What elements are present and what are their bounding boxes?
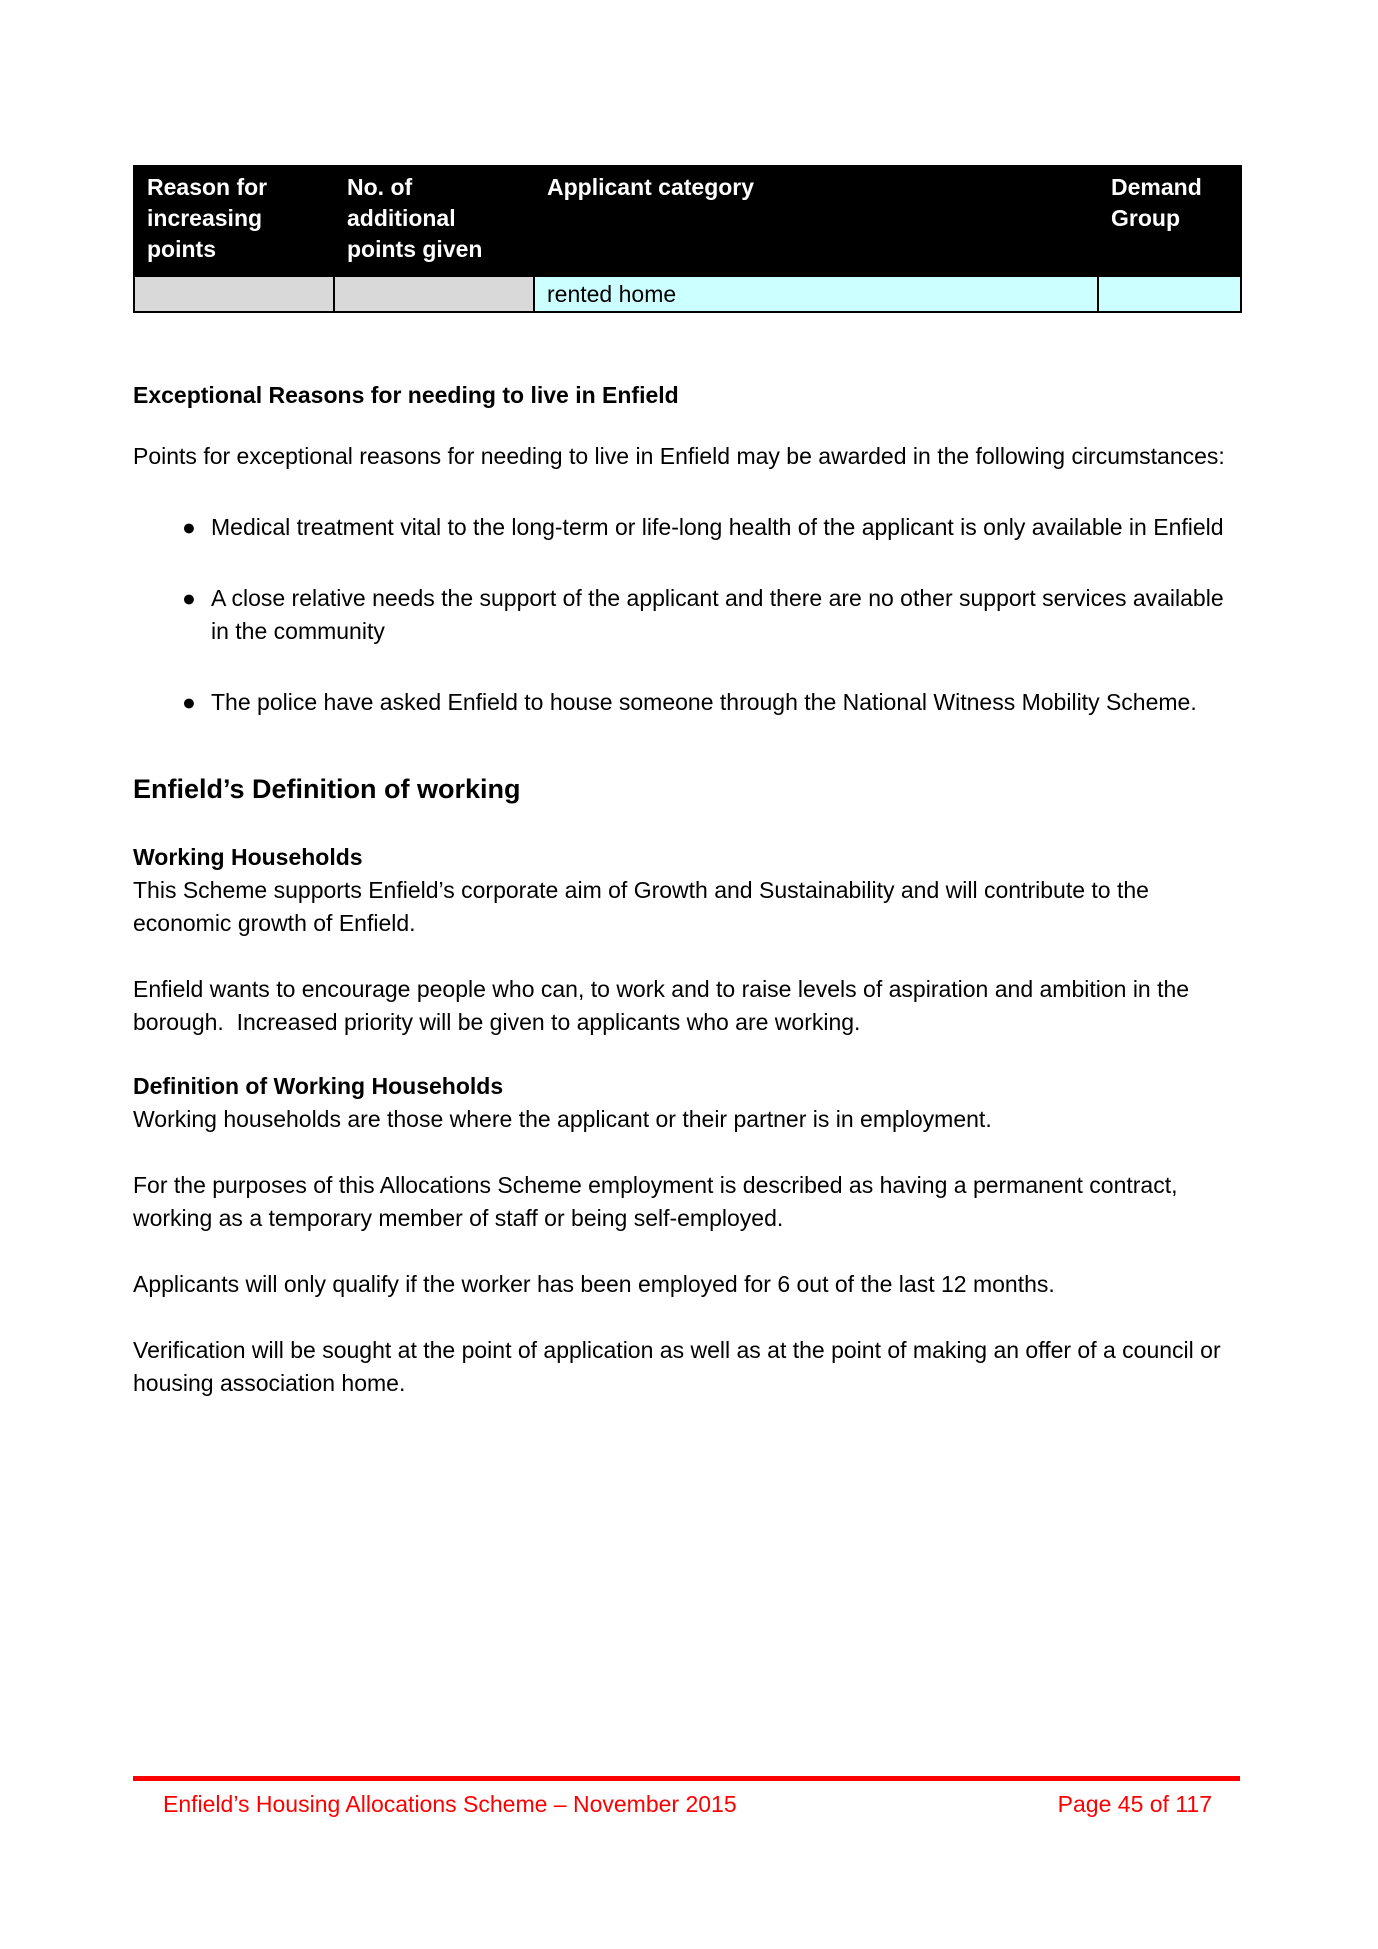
heading-working-households: Working Households (133, 844, 363, 870)
table-cell-demand-group (1098, 276, 1241, 312)
page-content (133, 165, 1240, 1400)
table-cell-applicant-category: rented home (534, 276, 1098, 312)
page-footer (133, 1776, 1240, 1821)
paragraph-exceptional-intro: Points for exceptional reasons for needing to live in Enfield may be awarded in the following circumstances: (133, 443, 1225, 469)
table-header-demand-group: Demand Group (1098, 166, 1241, 276)
footer-rule (133, 1776, 1240, 1781)
bullet-text: A close relative needs the support of the applicant and there are no other support services available in the community (211, 585, 1231, 644)
paragraph-definition-2: For the purposes of this Allocations Scheme employment is described as having a permanent contract, working as a temporary member of staff or being self-employed. (133, 1172, 1184, 1231)
points-table (133, 165, 1242, 313)
table-header-applicant-category: Applicant category (534, 166, 1098, 276)
paragraph-definition-1: Working households are those where the applicant or their partner is in employment. (133, 1106, 992, 1132)
footer-text-row (133, 1788, 1240, 1821)
bullet-icon: ● (182, 689, 196, 715)
paragraph-working-households-2: Enfield wants to encourage people who can, to work and to raise levels of aspiration and ambition in the borough. Increased priority will be given to applicants who are working. (133, 976, 1196, 1035)
bullet-text: The police have asked Enfield to house someone through the National Witness Mobility Scheme. (211, 689, 1197, 715)
bullet-item (133, 686, 1240, 719)
bullet-item (133, 582, 1240, 648)
bullet-icon: ● (182, 514, 196, 540)
table-header-no-of-additional-points-given: No. of additional points given (334, 166, 534, 276)
table-cell-points (334, 276, 534, 312)
table-row (134, 276, 1241, 312)
heading-definition-of-working-households: Definition of Working Households (133, 1073, 504, 1099)
table-cell-reason (134, 276, 334, 312)
heading-enfields-definition-of-working: Enfield’s Definition of working (133, 774, 521, 804)
bullet-text: Medical treatment vital to the long-term or life-long health of the applicant is only available in Enfield (211, 514, 1224, 540)
bullet-item (133, 511, 1240, 544)
heading-exceptional-reasons: Exceptional Reasons for needing to live in Enfield (133, 382, 679, 408)
table-header-row (134, 166, 1241, 276)
bullet-icon: ● (182, 585, 196, 611)
paragraph-definition-4: Verification will be sought at the point of application as well as at the point of making an offer of a council or housing association home. (133, 1337, 1228, 1396)
footer-page-number: Page 45 of 117 (1057, 1791, 1212, 1817)
footer-document-title: Enfield’s Housing Allocations Scheme – November 2015 (163, 1791, 737, 1817)
table-header-reason-for-increasing-points: Reason for increasing points (134, 166, 334, 276)
paragraph-definition-3: Applicants will only qualify if the worker has been employed for 6 out of the last 12 months. (133, 1271, 1055, 1297)
bullet-list (133, 511, 1240, 719)
paragraph-working-households-1: This Scheme supports Enfield’s corporate aim of Growth and Sustainability and will contribute to the economic growth of Enfield. (133, 877, 1156, 936)
